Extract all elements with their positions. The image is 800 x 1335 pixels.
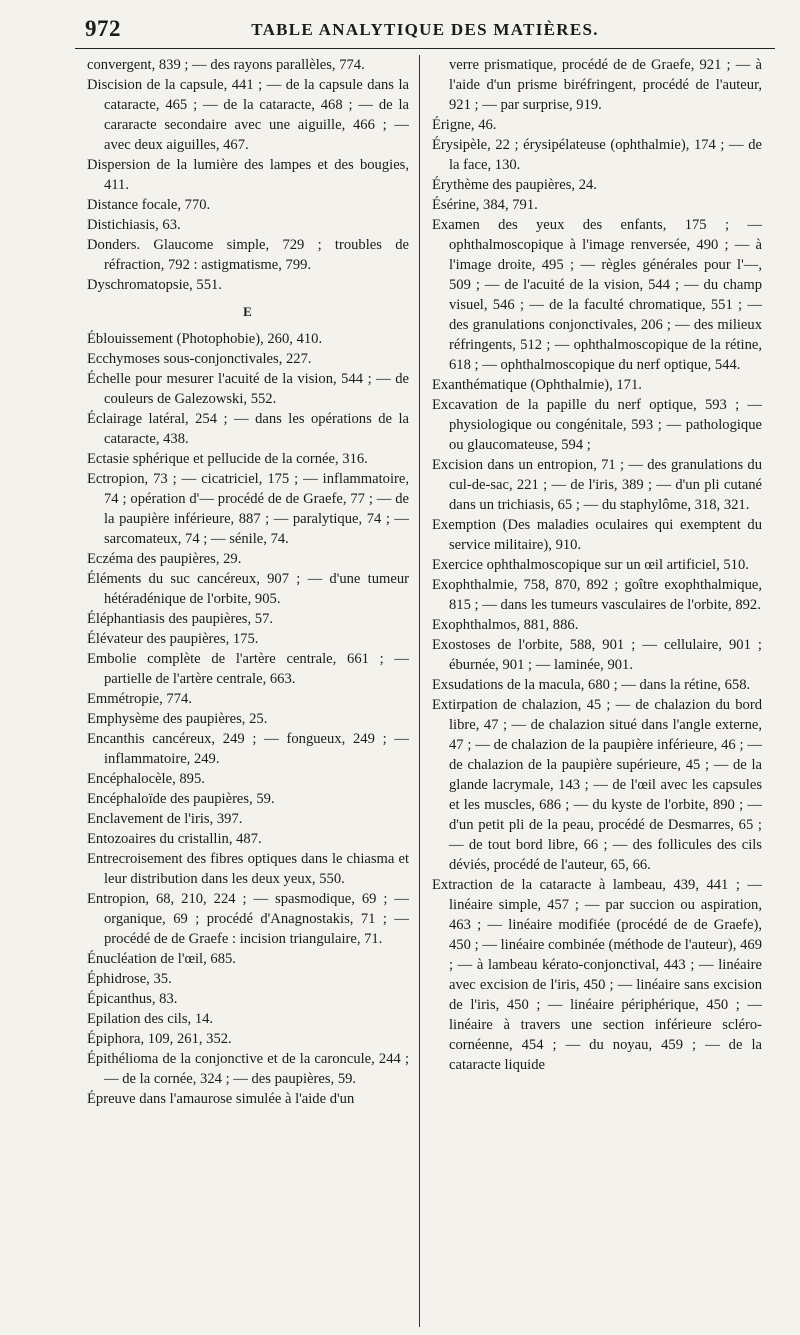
index-entry: Encanthis cancéreux, 249 ; — fongueux, 249 ; — inflammatoire, 249.	[87, 731, 409, 767]
index-entry: Exophthalmie, 758, 870, 892 ; goître exophthalmique, 815 ; — dans les tumeurs vasculaires de l'orbite, 892.	[432, 577, 762, 613]
section-letter: E	[243, 304, 253, 319]
index-entry: Épicanthus, 83.	[87, 991, 178, 1007]
index-entry: Épreuve dans l'amaurose simulée à l'aide d'un	[87, 1091, 355, 1107]
index-entry: Ésérine, 384, 791.	[432, 197, 538, 213]
index-entry: Dyschromatopsie, 551.	[87, 277, 222, 293]
index-entry: Dispersion de la lumière des lampes et des bougies, 411.	[87, 157, 409, 193]
right-column	[432, 55, 762, 1327]
index-entry: Examen des yeux des enfants, 175 ; — ophthalmoscopique à l'image renversée, 490 ; — à l'image droite, 495 ; — règles générales pour l'—, 509 ; — de l'acuité de la vision, 544 ; — du champ visuel, 546 ; — de la faculté chromatique, 551 ; — des granulations conjonctivales, 206 ; — des milieux réfringents, 512 ; — ophthalmoscopique de la rétine, 618 ; — ophthalmoscopique du nerf optique, 544.	[432, 217, 762, 373]
index-entry: Excavation de la papille du nerf optique, 593 ; — physiologique ou congénitale, 593 ; — pathologique ou glaucomateuse, 594 ;	[432, 397, 762, 453]
index-entry: Distance focale, 770.	[87, 197, 211, 213]
index-entry: Extraction de la cataracte à lambeau, 439, 441 ; — linéaire simple, 457 ; — par succion ou aspiration, 463 ; — linéaire modifiée (procédé de de Graefe), 450 ; — linéaire combinée (méthode de l'auteur), 469 ; — à lambeau kérato-conjonctival, 443 ; — linéaire avec excision de l'iris, 450 ; — linéaire sans excision de l'iris, 450 ; — linéaire périphérique, 450 ; — linéaire à travers une section inférieure scléro-cornéenne, 454 ; — du noyau, 459 ; — de la cataracte liquide	[432, 877, 762, 1073]
index-entry: Érysipèle, 22 ; érysipélateuse (ophthalmie), 174 ; — de la face, 130.	[432, 137, 762, 173]
index-entry: Ecchymoses sous-conjonctivales, 227.	[87, 351, 312, 367]
index-entry: Éblouissement (Photophobie), 260, 410.	[87, 331, 323, 347]
index-entry: Ectropion, 73 ; — cicatriciel, 175 ; — inflammatoire, 74 ; opération d'— procédé de de Graefe, 77 ; — de la paupière inférieure, 887 ; — paralytique, 74 ; — sarcomateux, 74 ; — sénile, 74.	[87, 471, 409, 547]
index-entry: Encéphaloïde des paupières, 59.	[87, 791, 275, 807]
index-entry: convergent, 839 ; — des rayons parallèles, 774.	[87, 57, 365, 73]
index-entry: Encéphalocèle, 895.	[87, 771, 205, 787]
index-entry: Embolie complète de l'artère centrale, 661 ; — partielle de l'artère centrale, 663.	[87, 651, 409, 687]
index-entry: Éphidrose, 35.	[87, 971, 172, 987]
index-entry: Épithélioma de la conjonctive et de la caroncule, 244 ; — de la cornée, 324 ; — des paupières, 59.	[87, 1051, 409, 1087]
running-title: TABLE ANALYTIQUE DES MATIÈRES.	[251, 20, 599, 39]
page-number: 972	[85, 16, 121, 41]
index-entry: Ectasie sphérique et pellucide de la cornée, 316.	[87, 451, 368, 467]
index-entry: Énucléation de l'œil, 685.	[87, 951, 236, 967]
index-entry: Emphysème des paupières, 25.	[87, 711, 268, 727]
index-entry: Enclavement de l'iris, 397.	[87, 811, 243, 827]
entry-continuation: verre prismatique, procédé de de Graefe, 921 ; — à l'aide d'un prisme biréfringent, procédé de l'auteur, 921 ; — par surprise, 919.	[449, 57, 762, 113]
column-divider	[419, 55, 420, 1327]
index-entry: Discision de la capsule, 441 ; — de la capsule dans la cataracte, 465 ; — de la cataracte, 468 ; — de la cararacte secondaire avec une aiguille, 466 ; — avec deux aiguilles, 467.	[87, 77, 409, 153]
index-entry: Eczéma des paupières, 29.	[87, 551, 242, 567]
index-entry: Exophthalmos, 881, 886.	[432, 617, 579, 633]
index-entry: Exercice ophthalmoscopique sur un œil artificiel, 510.	[432, 557, 749, 573]
page-header	[75, 8, 775, 49]
index-entry: Excision dans un entropion, 71 ; — des granulations du cul-de-sac, 221 ; — de l'iris, 389 ; — d'un pli cutané dans un trichiasis, 65 ; — du staphylôme, 318, 321.	[432, 457, 762, 513]
index-entry: Entropion, 68, 210, 224 ; — spasmodique, 69 ; — organique, 69 ; procédé d'Anagnostakis, 71 ; — procédé de de Graefe : incision triangulaire, 71.	[87, 891, 409, 947]
left-column	[87, 55, 409, 1327]
index-entry: Extirpation de chalazion, 45 ; — de chalazion du bord libre, 47 ; — de chalazion situé dans l'angle externe, 47 ; — de chalazion de la paupière inférieure, 46 ; — de chalazion de la paupière supérieure, 45 ; — de la glande lacrymale, 143 ; — de l'œil avec les capsules et les muscles, 686 ; — du kyste de l'orbite, 890 ; — d'un petit pli de la peau, procédé de Desmarres, 65 ; — de tout bord libre, 66 ; — des follicules des cils déviés, procédé de l'auteur, 65, 66.	[432, 697, 762, 873]
index-entry: Exsudations de la macula, 680 ; — dans la rétine, 658.	[432, 677, 751, 693]
index-entry: Entozoaires du cristallin, 487.	[87, 831, 262, 847]
index-entry: Entrecroisement des fibres optiques dans le chiasma et leur distribution dans les deux yeux, 550.	[87, 851, 409, 887]
index-entry: Éléphantiasis des paupières, 57.	[87, 611, 274, 627]
index-entry: Emmétropie, 774.	[87, 691, 192, 707]
index-entry: Exostoses de l'orbite, 588, 901 ; — cellulaire, 901 ; éburnée, 901 ; — laminée, 901.	[432, 637, 762, 673]
index-entry: Échelle pour mesurer l'acuité de la vision, 544 ; — de couleurs de Galezowski, 552.	[87, 371, 409, 407]
index-entry: Élévateur des paupières, 175.	[87, 631, 259, 647]
index-entry: Épiphora, 109, 261, 352.	[87, 1031, 232, 1047]
index-entry: Distichiasis, 63.	[87, 217, 181, 233]
index-entry: Éléments du suc cancéreux, 907 ; — d'une tumeur hétéradénique de l'orbite, 905.	[87, 571, 409, 607]
index-entry: Epilation des cils, 14.	[87, 1011, 214, 1027]
index-entry: Donders. Glaucome simple, 729 ; troubles de réfraction, 792 : astigmatisme, 799.	[87, 237, 409, 273]
index-entry: Exemption (Des maladies oculaires qui exemptent du service militaire), 910.	[432, 517, 762, 553]
index-entry: Érythème des paupières, 24.	[432, 177, 597, 193]
index-entry: Éclairage latéral, 254 ; — dans les opérations de la cataracte, 438.	[87, 411, 409, 447]
index-entry: Érigne, 46.	[432, 117, 497, 133]
index-entry: Exanthématique (Ophthalmie), 171.	[432, 377, 642, 393]
